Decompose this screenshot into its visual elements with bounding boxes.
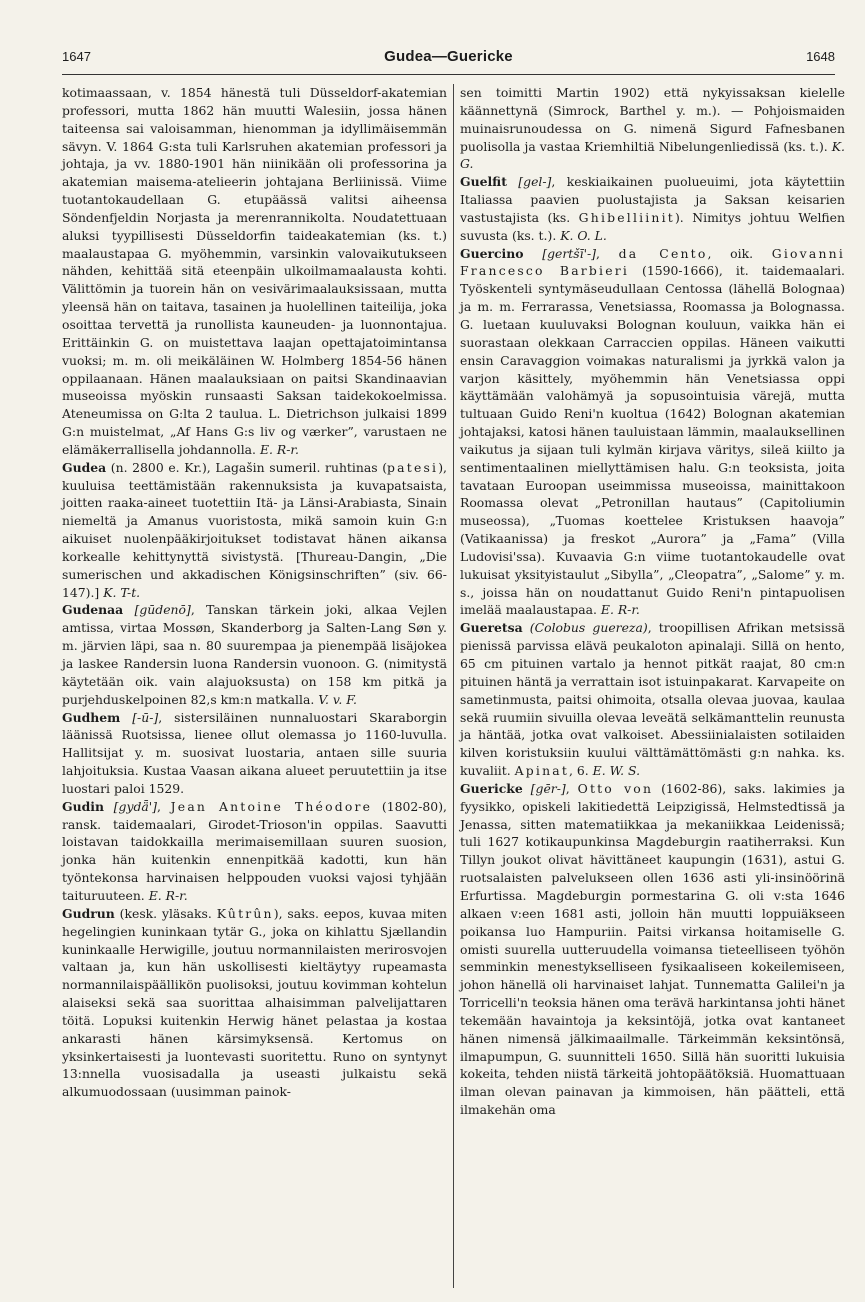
- entry-gudenaa: Gudenaa [gūdenō], Tanskan tärkein joki, alkaa Vejlen amtissa, virtaa Mossøn, Skanderborg ja Salten-Lang Søn y. m. järvien läpi, saa n. 80 suurempaa ja pienempää lisäjokea ja laskee Randersin luona Randersin vuonoon. G. (nimitystä käytetään oik. vain alajuoksusta) on 158 km pitkä ja purjehduskelpoinen 82,s km:n matkalla. V. v. F.: [62, 602, 447, 707]
- headword: Gueretsa: [460, 620, 523, 636]
- entry-gudin: Gudin [gydǟ'], Jean Antoine Théodore (1802-80), ransk. taidemaalari, Girodet-Trioson'in oppilas. Saavutti loistavan taidokkailla merimaisemillaan suuren suosion, jonka hän kuitenkin ennenpitkää kadotti, kun hän työntekonsa harvinaisen helppouden vuoksi vajosi tyhjään taituruuteen. E. R-r.: [62, 798, 447, 903]
- entry-gudea: Gudea (n. 2800 e. Kr.), Lagašin sumeril. ruhtinas (patesi), kuuluisa teettämistään rakennuksista ja kuvapatsaista, joitten raaka-aineet tuotettiin Itä- ja Länsi-Arabiasta, Sinain niemeltä ja Amanus vuoristosta, mikä samoin kuin G:n aikuiset nuolenpääkirjoitukset todistavat hänen aikansa korkealle kehittynyttä sivistystä. [Thureau-Dangin, „Die sumerischen und akkadischen Königsinschriften” (siv. 66-147).] K. T-t.: [62, 459, 447, 600]
- column-divider: [453, 84, 454, 1288]
- entry-guercino: Guercino [gertšī'-], da Cento, oik. Giovanni Francesco Barbieri (1590-1666), it. taidemaalari. Työskenteli syntymäseudullaan Centossa (lähellä Bolognaa) ja m. m. Ferrarassa, Venetsiassa, Roomassa ja Bolognassa. G. luetaan kuuluvaksi Bolognan kouluun, vaikka hän ei suorastaan olekkaan Carraccien oppilas. Häneen vaikutti ensin Caravaggion voimakas naturalismi ja jyrkkä valon ja varjon käsittely, myöhemmin hän Venetsiassa oppi käyttämään valohämyä ja sopusointuisia värejä, mutta tultuaan Guido Reni'n kuoltua (1642) Bolognan akatemian johtajaksi, katosi hänen tauluistaan lämmin, maalauksellinen vaikutus ja sijaan tuli kylmän kirjava väritys, sileä kiilto ja sentimentaalinen miellyttämisen halu. G:n teoksista, joita tavataan Euroopan useimmissa museoissa, mainittakoon Roomassa olevat „Petronillan hautaus” (Capitoliumin museossa), „Tuomas koettelee Kristuksen haavoja” (Vatikaanissa) ja freskot „Aurora” ja „Fama” (Villa Ludovisi'ssa). Kuvaavia G:n viime tuotantokaudelle ovat lukuisat yksityistaulut „Sibylla”, „Cleopatra”, „Salome” y. m. s., joissa hän on noudattanut Guido Reni'n pintapuolisen imelää maalaustapaa. E. R-r.: [460, 245, 845, 618]
- headword: Gudea: [62, 459, 107, 475]
- headword: Gudrun: [62, 905, 115, 921]
- page-number-right: 1648: [806, 49, 835, 64]
- entry-gueretsa: Gueretsa (Colobus guereza), troopillisen Afrikan metsissä pienissä parvissa elävä peukaloton apinalaji. Sillä on hento, 65 cm pituinen vartalo ja hennot pitkät raajat, 80 cm:n pituinen häntä ja verrattain isot istuinpakarat. Karvapeite on sametinmusta, paitsi ohimoita, otsalla olevaa juovaa, kaulaa sekä ruumiin sivuilla olevaa leveätä selkämanttelin reunusta ja häntää, jotka ovat valkoiset. Abessiinialaisten sotilaiden kilven koristuksiin kuului välttämättömästi g:n nahka. ks. kuvaliit. Apinat, 6. E. W. S.: [460, 620, 845, 779]
- right-column: [460, 84, 845, 1119]
- left-column: [62, 84, 447, 1101]
- headword: Gudenaa: [62, 602, 124, 618]
- page-number-left: 1647: [62, 49, 91, 64]
- entry-gudrun: Gudrun (kesk. yläsaks. Kûtrûn), saks. eepos, kuvaa miten hegelingien kuninkaan tytär G., joka on kihlattu Sjællandin kuninkaalle Herwigille, joutuu normannilaisten merirosvojen valtaan ja, kun hän uskollisesti kieltäytyy rupeamasta normannilaispäällikön puolisoksi, joutuu kovimman kohtelun alaiseksi sekä saa suorittaa alhaisimman palvelijattaren töitä. Lopuksi kuitenkin Herwig hänet pelastaa ja kostaa ankarasti hänen kärsimyksensä. Kertomus on yksinkertaisesti ja luontevasti suoritettu. Runo on syntynyt 13:nnella vuosisadalla ja useasti julkaistu sekä alkumuodossaan (uusimman painok-: [62, 905, 448, 1100]
- entry-continuation: kotimaassaan, v. 1854 hänestä tuli Düsseldorf-akatemian professori, mutta 1862 hän muutti Walesiin, jossa hänen taiteensa sai valoisamman, hienomman ja idyllimäisemmän sävyn. V. 1864 G:sta tuli Karlsruhen akatemian professori ja johtaja, ja vv. 1880-1901 hän niinikään oli professorina ja akatemian maisema-atelieerin johtajana Berliinissä. Viime tuotantokaudellaan G. etupäässä valitsi aiheensa Söndenfjeldin Norjasta ja merenrannikolta. Noudatettuaan aluksi tyypillisesti Düsseldorfin taideakatemian (ks. t.) maalaustapaa G. myöhemmin, varsinkin valovaikutukseen nähden, kehittää sitä eteenpäin ulkoilmamaalausta kohti. Välittömin ja tuorein hän on vesivärimaalauksissaan, mutta yleensä hän on taitava, tasainen ja huolellinen taiteilija, joka osoittaa tervettä ja runollista kauneuden- ja luonnontajua. Erittäinkin G. on muistettava laajan opettajatoimintansa vuoksi; m. m. oli meikäläinen W. Holmberg 1854-56 hänen oppilaanaan. Hänen maalauksiaan on paitsi Skandinaavian museoissa myöskin runsaasti Saksan taidekokoelmissa. Ateneumissa on G:lta 2 taulua. L. Dietrichson julkaisi 1899 G:n muistelmat, „Af Hans G:s liv og værker”, varustaen ne elämäkerrallisella johdannolla. E. R-r.: [62, 85, 447, 457]
- entry-gudhem: Gudhem [-ū-], sistersiläinen nunnaluostari Skaraborgin läänissä Ruotsissa, lienee ollut olemassa jo 1160-luvulla. Hallitsijat y. m. suosivat luostaria, antaen sille suuria lahjoituksia. Kustaa Vaasan aikana alueet peruutettiin ja itse luostari paloi 1529.: [62, 709, 447, 796]
- entry-guericke: Guericke [gēr-], Otto von (1602-86), saks. lakimies ja fyysikko, opiskeli lakitiedettä Leipzigissä, Helmstedtissä ja Jenassa, sitten matematiikkaa ja mekaniikkaa Leidenissä; tuli 1627 kotikaupunkinsa Magdeburgin raatiherraksi. Kun Tillyn joukot olivat hävittäneet kaupungin (1631), astui G. ruotsalaisten palvelukseen ollen 1636 asti yli-insinöörinä Erfurtissa. Magdeburgin pormestarina G. oli v:sta 1646 alkaen v:een 1681 asti, jolloin hän muutti loppuiäkseen poikansa luo Hampuriin. Paitsi virkansa hoitamiselle G. omisti suurella uutteruudella voimansa tieteelliseen työhön semminkin menestykselliseen fysikaaliseen kokeilemiseen, johon hänellä oli harvinaiset lahjat. Tunnematta Galilei'n ja Torricelli'n teoksia hänen oma terävä harkintansa johti hänet tekemään havaintoja ja keksintöjä, jotka ovat kantaneet hänen nimensä jälkimaailmalle. Tärkeimmän keksintönsä, ilmapumpun, G. suunnitteli 1650. Sillä hän suoritti lukuisia kokeita, tehden niistä tärkeitä johtopäätöksiä. Huomattuaan ilman olevan painavan ja kimmoisen, hän päätteli, että ilmakehän oma: [460, 780, 845, 1118]
- headword: Guericke: [460, 780, 523, 796]
- headword: Guelfit: [460, 174, 507, 190]
- header-rule: [62, 74, 835, 75]
- entry-gudrun-continued: sen toimitti Martin 1902) että nykyissaksan kielelle käännettynä (Simrock, Barthel y. m.). — Pohjoismaiden muinaisrunoudessa on G. nimenä Sigurd Fafnesbanen puolisolla ja vastaa Kriemhiltiä Nibelungenliedissä (ks. t.). K. G.: [460, 85, 845, 172]
- headword: Guercino: [460, 245, 524, 261]
- entry-guelfit: Guelfit [gel-], keskiaikainen puolueuimi, jota käytettiin Italiassa paavien puolustajista ja Saksan keisarien vastustajista (ks. Ghibelliinit). Nimitys johtuu Welfien suvusta (ks. t.). K. O. L.: [460, 174, 845, 243]
- running-title: Gudea—Guericke: [384, 48, 513, 65]
- running-header: [62, 49, 835, 73]
- headword: Gudhem: [62, 709, 121, 725]
- headword: Gudin: [62, 798, 104, 814]
